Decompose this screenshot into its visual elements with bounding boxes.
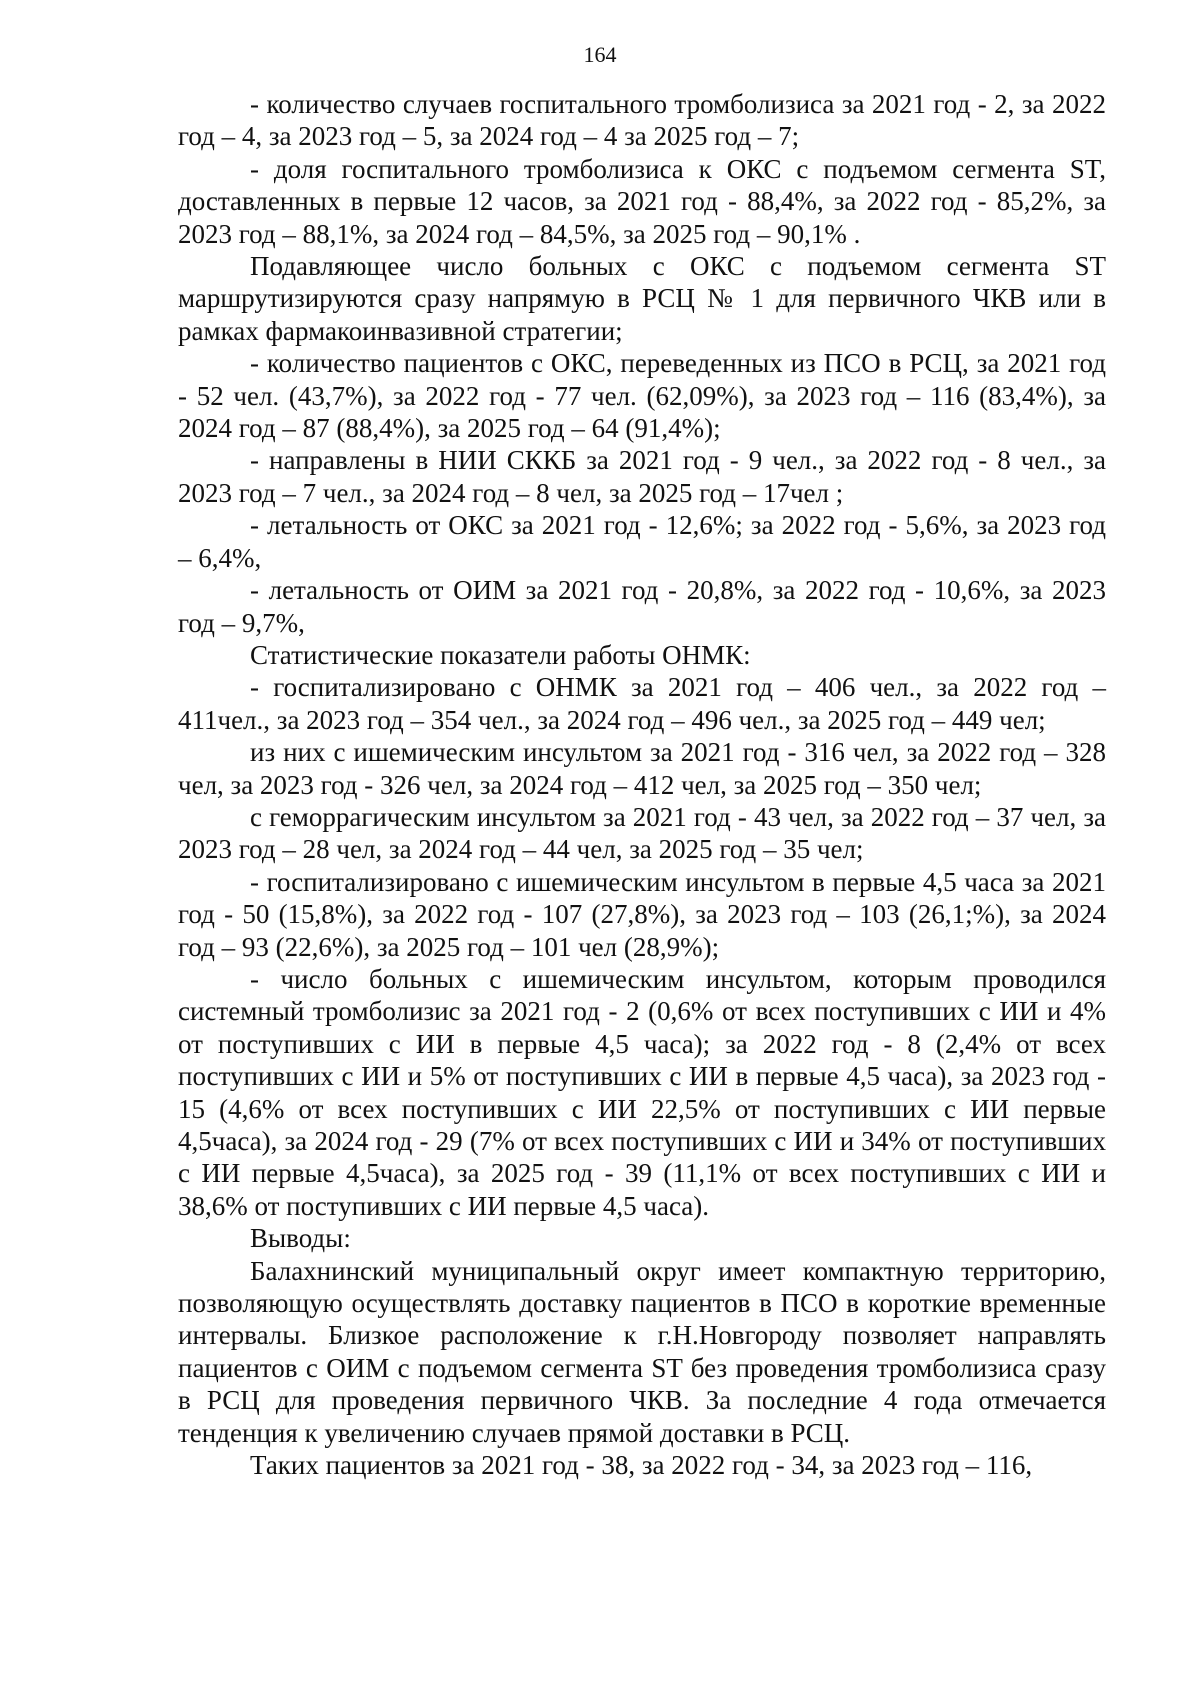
paragraph-conclusions: Балахнинский муниципальный округ имеет компактную территорию, позволяющую осуществлять доставку пациентов в ПСО в короткие временные интервалы. Близкое расположение к г.Н.Новгороду позволяет направлять пациентов с ОИМ с подъемом сегмента ST без проведения тромболизиса сразу в РСЦ для проведения первичного ЧКВ. За последние 4 года отмечается тенденция к увеличению случаев прямой доставки в РСЦ. (178, 1255, 1106, 1448)
paragraph-mortality-oim: - летальность от ОИМ за 2021 год - 20,8%, за 2022 год - 10,6%, за 2023 год – 9,7%, (178, 575, 1106, 638)
paragraph-systemic-thrombolysis: - число больных с ишемическим инсультом, которым проводился системный тромболизис за 2021 год - 2 (0,6% от всех поступивших с ИИ и 4% от поступивших с ИИ в первые 4,5 часа); за 2022 год - 8 (2,4% от всех поступивших с ИИ и 5% от поступивших с ИИ в первые 4,5 часа), за 2023 год - 15 (4,6% от всех поступивших с ИИ 22,5% от поступивших с ИИ первые 4,5часа), за 2024 год - 29 (7% от всех поступивших с ИИ и 34% от поступивших с ИИ первые 4,5часа), за 2025 год - 39 (11,1% от всех поступивших с ИИ и 38,6% от поступивших с ИИ первые 4,5 часа). (178, 963, 1106, 1221)
paragraph-routing: Подавляющее число больных с ОКС с подъемом сегмента ST маршрутизируются сразу напрямую в РСЦ № 1 для первичного ЧКВ или в рамках фармакоинвазивной стратегии; (178, 251, 1106, 346)
paragraph-onmk-hospitalized: - госпитализировано с ОНМК за 2021 год – 406 чел., за 2022 год – 411чел., за 2023 год – 354 чел., за 2024 год – 496 чел., за 2025 год – 449 чел; (178, 672, 1106, 735)
paragraph-thrombolysis-share: - доля госпитального тромболизиса к ОКС с подъемом сегмента ST, доставленных в первые 12 часов, за 2021 год - 88,4%, за 2022 год - 85,2%, за 2023 год – 88,1%, за 2024 год – 84,5%, за 2025 год – 90,1% . (178, 153, 1106, 249)
paragraph-thrombolysis-cases: - количество случаев госпитального тромболизиса за 2021 год - 2, за 2022 год – 4, за 2023 год – 5, за 2024 год – 4 за 2025 год – 7; (178, 89, 1106, 152)
paragraph-referred-nii: - направлены в НИИ СККБ за 2021 год - 9 чел., за 2022 год - 8 чел., за 2023 год – 7 чел., за 2024 год – 8 чел, за 2025 год – 17чел ; (178, 445, 1106, 508)
page-number: 164 (583, 42, 617, 67)
paragraph-transferred-patients: - количество пациентов с ОКС, переведенных из ПСО в РСЦ, за 2021 год - 52 чел. (43,7%), за 2022 год - 77 чел. (62,09%), за 2023 год – 116 (83,4%), за 2024 год – 87 (88,4%), за 2025 год – 64 (91,4%); (178, 348, 1106, 444)
paragraph-direct-delivery: Таких пациентов за 2021 год - 38, за 2022 год - 34, за 2023 год – 116, (250, 1450, 1033, 1481)
paragraph-first-hours: - госпитализировано с ишемическим инсультом в первые 4,5 часа за 2021 год - 50 (15,8%), за 2022 год - 107 (27,8%), за 2023 год – 103 (26,1;%), за 2024 год – 93 (22,6%), за 2025 год – 101 чел (28,9%); (178, 866, 1106, 962)
paragraph-ischemic-stroke: из них с ишемическим инсультом за 2021 год - 316 чел, за 2022 год – 328 чел, за 2023 год - 326 чел, за 2024 год – 412 чел, за 2025 год – 350 чел; (178, 737, 1106, 800)
paragraph-onmk-heading: Статистические показатели работы ОНМК: (250, 639, 751, 670)
paragraph-hemorrhagic-stroke: с геморрагическим инсультом за 2021 год - 43 чел, за 2022 год – 37 чел, за 2023 год – 28 чел, за 2024 год – 44 чел, за 2025 год – 35 чел; (178, 801, 1106, 865)
paragraph-mortality-oks: - летальность от ОКС за 2021 год - 12,6%; за 2022 год - 5,6%, за 2023 год – 6,4%, (178, 510, 1106, 573)
document-body (178, 88, 1106, 1481)
paragraph-conclusions-heading: Выводы: (250, 1223, 351, 1254)
